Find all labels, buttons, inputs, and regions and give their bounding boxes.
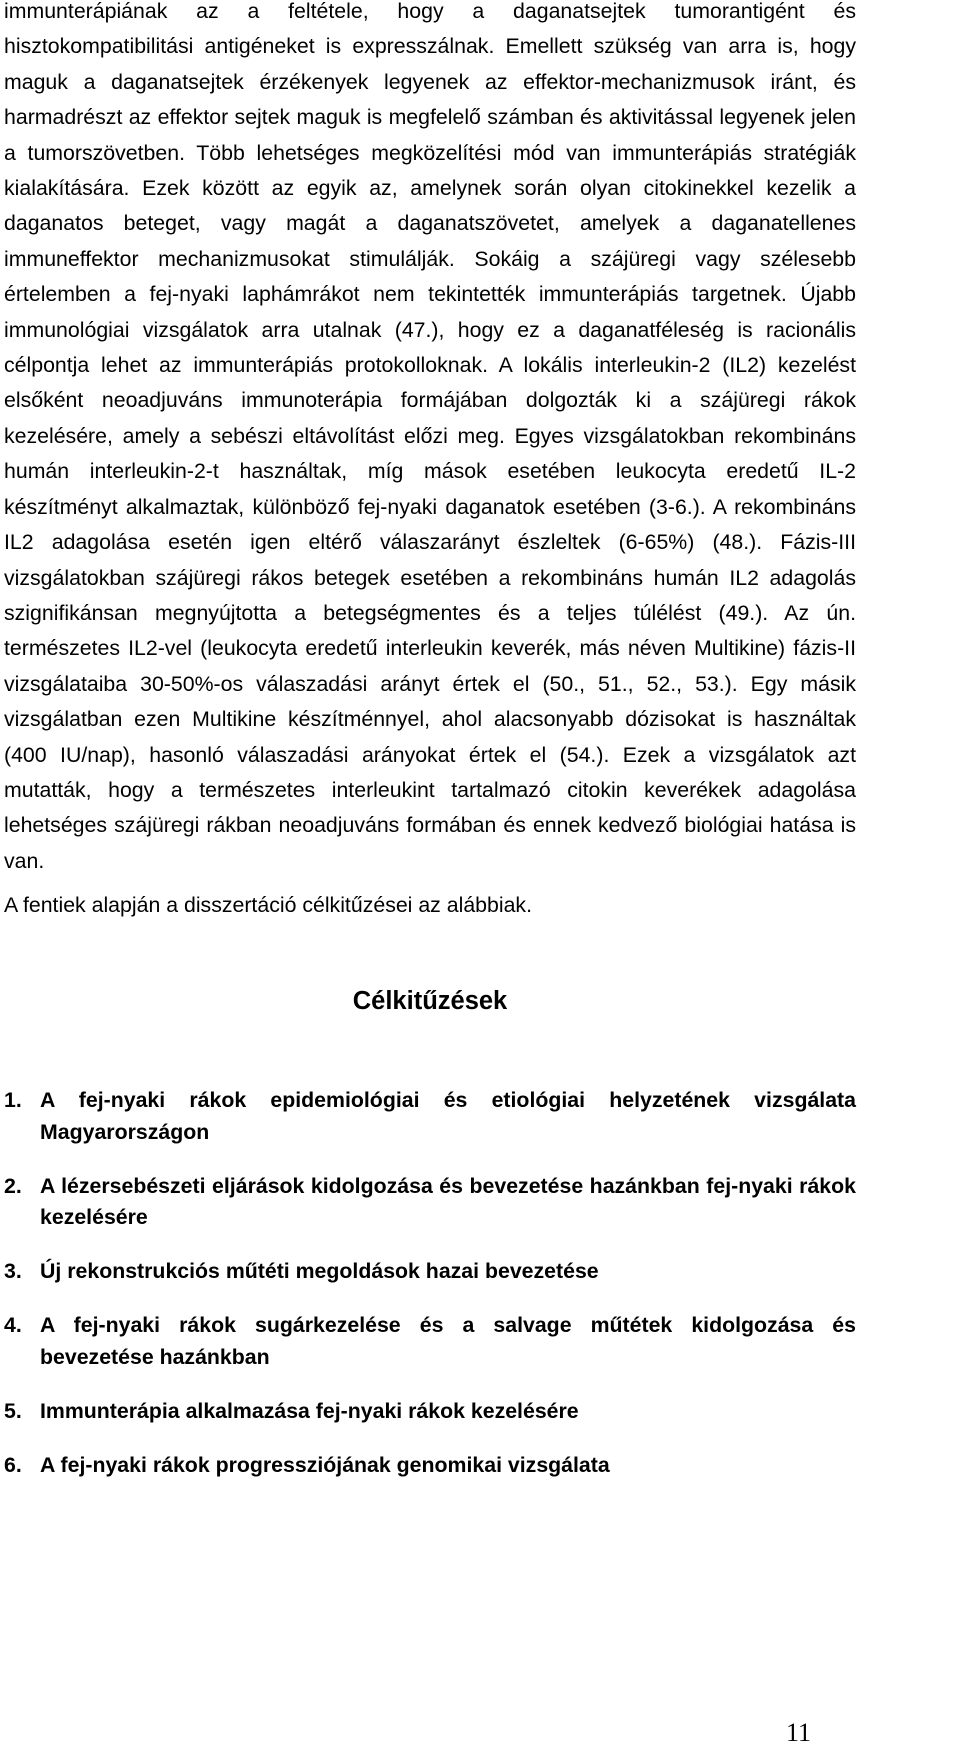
goal-text: Új rekonstrukciós műtéti megoldások hazai bevezetése [40,1259,599,1283]
goal-number: 6. [4,1452,22,1477]
goal-item [4,1396,856,1428]
goals-list [4,1085,856,1504]
goal-item [4,1450,856,1482]
goal-item [4,1085,856,1148]
goal-item [4,1256,856,1288]
body-paragraph: immunterápiának az a feltétele, hogy a daganatsejtek tumorantigént és hisztokompatibilitási antigéneket is expresszálnak. Emellett szükség van arra is, hogy maguk a daganatsejtek érzékenyek legyenek az effektor-mechanizmusok iránt, és harmadrészt az effektor sejtek maguk is megfelelő számban és aktivitással legyenek jelen a tumorszövetben. Több lehetséges megközelítési mód van immunterápiás stratégiák kialakítására. Ezek között az egyik az, amelynek során olyan citokinekkel kezelik a daganatos beteget, vagy magát a daganatszövetet, amelyek a daganatellenes immuneffektor mechanizmusokat stimulálják. Sokáig a szájüregi vagy szélesebb értelemben a fej-nyaki laphámrákot nem tekintették immunterápiás targetnek. Újabb immunológiai vizsgálatok arra utalnak (47.), hogy ez a daganatféleség is racionális célpontja lehet az immunterápiás protokolloknak. A lokális interleukin-2 (IL2) kezelést elsőként neoadjuváns immunoterápia formájában dolgozták ki a szájüregi rákok kezelésére, amely a sebészi eltávolítást előzi meg. Egyes vizsgálatokban rekombináns humán interleukin-2-t használtak, míg mások esetében leukocyta eredetű IL-2 készítményt alkalmaztak, különböző fej-nyaki daganatok esetében (3-6.). A rekombináns IL2 adagolása esetén igen eltérő válaszarányt észleltek (6-65%) (48.). Fázis-III vizsgálatokban szájüregi rákos betegek esetében a rekombináns humán IL2 adagolás szignifikánsan megnyújtotta a betegségmentes és a teljes túlélést (49.). Az ún. természetes IL2-vel (leukocyta eredetű interleukin keverék, más néven Multikine) fázis-II vizsgálataiba 30-50%-os válaszadási arányt értek el (50., 51., 52., 53.). Egy másik vizsgálatban ezen Multikine készítménnyel, ahol alacsonyabb dózisokat is használtak (400 IU/nap), hasonló válaszadási arányokat értek el (54.). Ezek a vizsgálatok azt mutatták, hogy a természetes interleukint tartalmazó citokin keverékek adagolása lehetséges szájüregi rákban neoadjuváns formában és ennek kedvező biológiai hatása is van. [4,0,856,873]
goal-text: A fej-nyaki rákok progressziójának genomikai vizsgálata [40,1452,610,1477]
goal-number: 2. [4,1173,22,1198]
goal-text: A lézersebészeti eljárások kidolgozása és bevezetése hazánkban fej-nyaki rákok kezelésére [40,1173,856,1229]
page-number: 11 [786,1718,812,1747]
goal-item [4,1310,856,1373]
goal-number: 1. [4,1088,22,1112]
goal-number: 3. [4,1259,22,1283]
goal-item [4,1171,856,1234]
section-heading: Célkitűzések [352,987,508,1015]
goal-text: A fej-nyaki rákok sugárkezelése és a salvage műtétek kidolgozása és bevezetése hazánkban [40,1313,856,1369]
goal-text: A fej-nyaki rákok epidemiológiai és etiológiai helyzetének vizsgálata Magyarországon [40,1088,856,1144]
goal-text: Immunterápia alkalmazása fej-nyaki rákok kezelésére [40,1398,579,1423]
goal-number: 4. [4,1313,22,1337]
goal-number: 5. [4,1398,22,1423]
summary-sentence: A fentiek alapján a disszertáció célkitűzései az alábbiak. [4,893,532,917]
